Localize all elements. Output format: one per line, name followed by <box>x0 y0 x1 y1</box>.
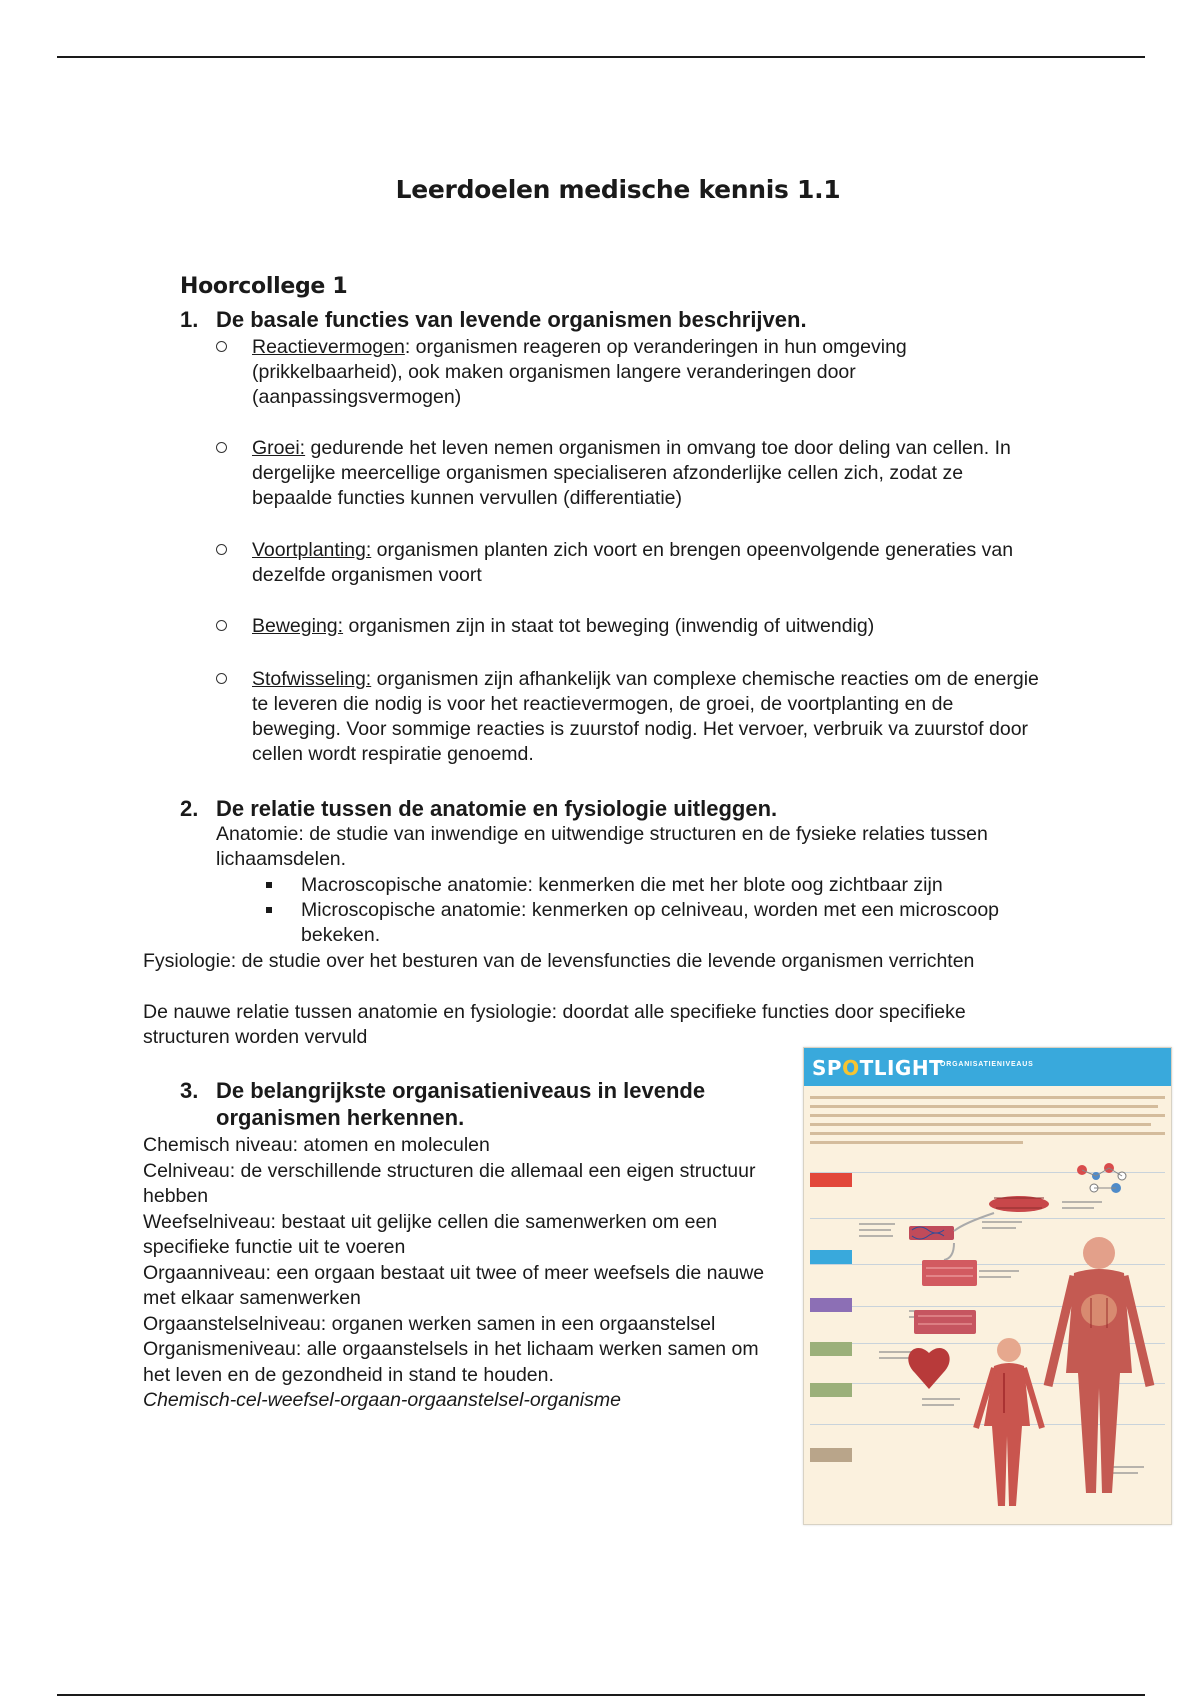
levels-list <box>143 1133 783 1414</box>
bottom-rule <box>57 1694 1145 1696</box>
section-1-heading <box>180 306 1080 333</box>
tissue-icon <box>922 1260 977 1286</box>
term: Beweging: <box>252 615 344 637</box>
term-description: gedurende het leven nemen organismen in omvang toe door deling van cellen. In dergelijke meercellige organismen specialiseren afzonderlijke cellen zich, zodat ze bepaalde functies kunnen vervullen (differentiatie) <box>252 437 1011 509</box>
level-line: Orgaanstelselniveau: organen werken samen in een orgaanstelsel <box>143 1312 716 1335</box>
list-item <box>216 538 1046 588</box>
bullet-text: Macroscopische anatomie: kenmerken die met her blote oog zichtbaar zijn <box>301 874 943 896</box>
section-heading-text: De relatie tussen de anatomie en fysiologie uitleggen. <box>216 796 778 821</box>
section-number: 3. <box>180 1078 199 1103</box>
level-line: Weefselniveau: bestaat uit gelijke cellen die samenwerken om een specifieke functie uit te voeren <box>143 1210 718 1258</box>
circle-bullet-icon <box>216 442 227 453</box>
level-line: Chemisch niveau: atomen en moleculen <box>143 1134 490 1156</box>
anatomy-definition: Anatomie: de studie van inwendige en uitwendige structuren en de fysieke relaties tussen lichaamsdelen. <box>216 823 988 870</box>
page-title: Leerdoelen medische kennis 1.1 <box>395 175 841 204</box>
human-figure-icon <box>976 1338 1042 1506</box>
term: Reactievermogen <box>252 336 405 358</box>
term-description: organismen planten zich voort en brengen opeenvolgende generaties van dezelfde organismen voort <box>252 539 1014 586</box>
section-heading-text: De belangrijkste organisatieniveaus in levende organismen herkennen. <box>216 1078 706 1130</box>
lecture-heading: Hoorcollege 1 <box>180 274 348 299</box>
section-number: 1. <box>180 307 199 332</box>
bullet-text: Microscopische anatomie: kenmerken op celniveau, worden met een microscoop bekeken. <box>301 899 1000 946</box>
molecule-icon <box>1077 1163 1126 1193</box>
list-item <box>266 873 1066 898</box>
section-heading-text: De basale functies van levende organismen beschrijven. <box>216 307 807 332</box>
term-description: : organismen reageren op veranderingen in hun omgeving (prikkelbaarheid), ook maken organismen langere veranderingen door (aanpassingsvermogen) <box>252 336 907 408</box>
level-chain: Chemisch-cel-weefsel-orgaan-orgaanstelsel-organisme <box>143 1389 621 1411</box>
list-item <box>216 614 1046 639</box>
section-2-heading <box>180 795 1080 822</box>
term: Stofwisseling: <box>252 668 372 690</box>
top-rule <box>57 56 1145 58</box>
circle-bullet-icon <box>216 673 227 684</box>
tissue-icon <box>914 1310 976 1334</box>
section-3-heading <box>180 1077 800 1131</box>
square-bullet-icon <box>266 882 272 888</box>
level-line: Orgaanniveau: een orgaan bestaat uit twee of meer weefsels die nauwe met elkaar samenwerken <box>143 1261 765 1309</box>
list-item <box>266 898 1066 948</box>
term-description: organismen zijn afhankelijk van complexe chemische reacties om de energie te leveren die nodig is voor het reactievermogen, de groei, de voortplanting en de beweging. Voor sommige reacties is zuurstof nodig. Het vervoer, verbruik va zuurstof door cellen wordt respiratie genoemd. <box>252 668 1039 765</box>
list-item <box>216 667 1046 767</box>
human-figure-icon <box>1048 1237 1150 1493</box>
spotlight-figure <box>803 1047 1172 1525</box>
term-description: organismen zijn in staat tot beweging (inwendig of uitwendig) <box>343 615 875 637</box>
list-item <box>216 436 1046 511</box>
circle-bullet-icon <box>216 341 227 352</box>
circle-bullet-icon <box>216 620 227 631</box>
level-line: Celniveau: de verschillende structuren die allemaal een eigen structuur hebben <box>143 1159 756 1207</box>
level-line: Organismeniveau: alle orgaanstelsels in het lichaam werken samen om het leven en de gezondheid in stand te houden. <box>143 1338 759 1386</box>
term: Voortplanting: <box>252 539 372 561</box>
poster-brand: SPOTLIGHT <box>812 1056 944 1080</box>
list-item <box>216 335 1046 410</box>
square-bullet-icon <box>266 907 272 913</box>
heart-icon <box>908 1348 949 1389</box>
poster-subtitle: ORGANISATIENIVEAUS <box>940 1061 1034 1068</box>
term: Groei: <box>252 437 306 459</box>
circle-bullet-icon <box>216 544 227 555</box>
section-number: 2. <box>180 796 199 821</box>
relation-text: De nauwe relatie tussen anatomie en fysiologie: doordat alle specifieke functies door specifieke structuren worden vervuld <box>143 1001 966 1048</box>
physiology-definition: Fysiologie: de studie over het besturen van de levensfuncties die levende organismen verrichten <box>143 950 975 972</box>
organization-levels-illustration <box>804 1048 1171 1524</box>
